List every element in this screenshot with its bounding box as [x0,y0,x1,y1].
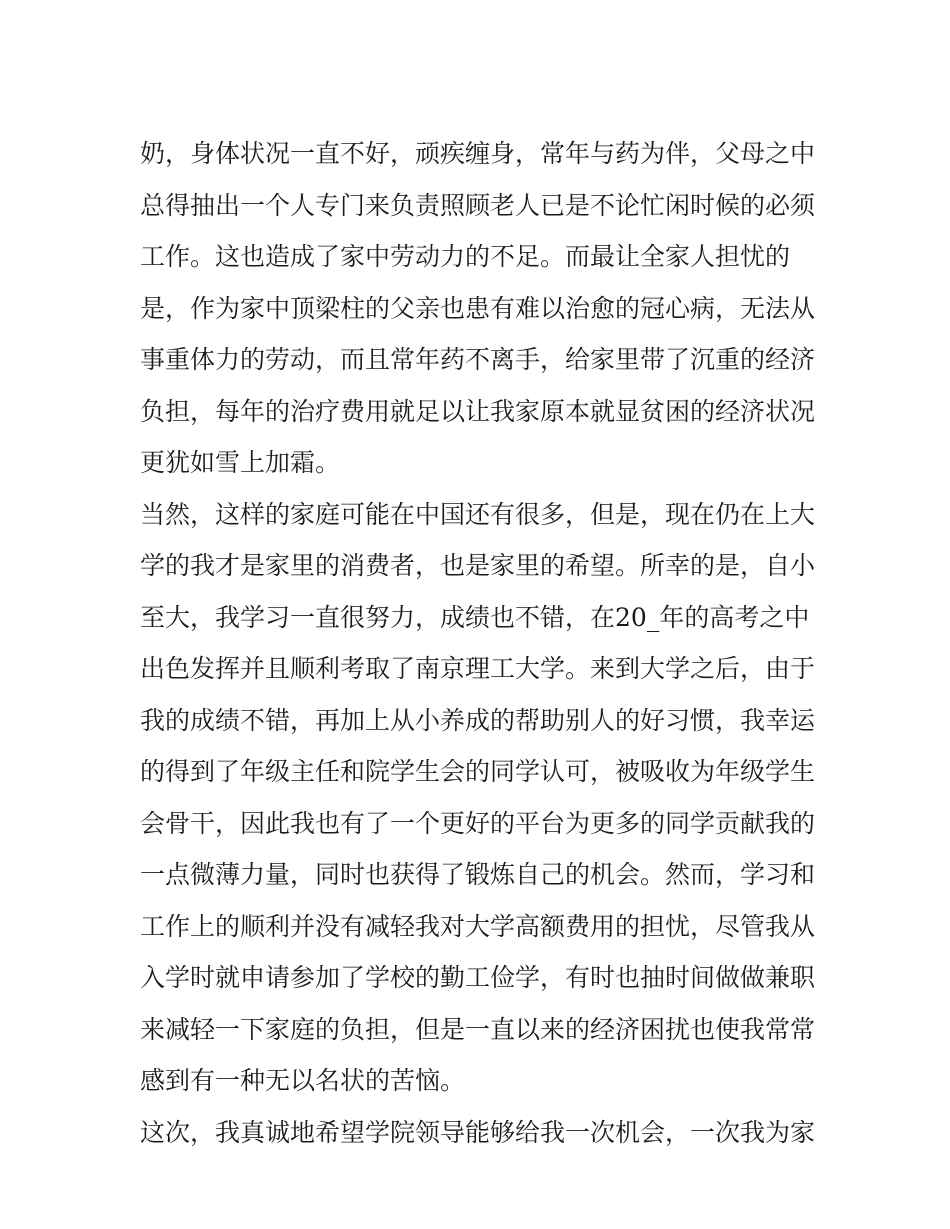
text-line: 感到有一种无以名状的苦恼。 [140,1066,466,1095]
text-line: 来减轻一下家庭的负担，但是一直以来的经济困扰也使我常常 [140,1014,816,1044]
text-line: 我的成绩不错，再加上从小养成的帮助别人的好习惯，我幸运 [140,705,816,735]
text-line: 事重体力的劳动，而且常年药不离手，给家里带了沉重的经济 [140,345,816,374]
text-line: 至大，我学习一直很努力，成绩也不错，在20_年的高考之中 [140,602,810,632]
text-line: 入学时就申请参加了学校的勤工俭学，有时也抽时间做做兼职 [140,963,816,992]
text-line: 工作。这也造成了家中劳动力的不足。而最让全家人担忧的 [140,242,791,271]
text-line: 出色发挥并且顺利考取了南京理工大学。来到大学之后，由于 [140,654,816,683]
text-line: 学的我才是家里的消费者，也是家里的希望。所幸的是，自小 [140,551,816,580]
text-line: 总得抽出一个人专门来负责照顾老人已是不论忙闲时候的必须 [140,190,816,220]
text-line: 更犹如雪上加霜。 [140,448,341,477]
text-line: 这次，我真诚地希望学院领导能够给我一次机会，一次我为家 [140,1117,816,1147]
text-line: 的得到了年级主任和院学生会的同学认可，被吸收为年级学生 [140,757,816,786]
text-line: 奶，身体状况一直不好，顽疾缠身，常年与药为伴，父母之中 [140,139,816,168]
text-line: 工作上的顺利并没有减轻我对大学高额费用的担忧，尽管我从 [140,911,816,941]
text-line: 当然，这样的家庭可能在中国还有很多，但是，现在仍在上大 [140,499,816,529]
text-line: 一点微薄力量，同时也获得了锻炼自己的机会。然而，学习和 [140,860,816,889]
text-line: 负担，每年的治疗费用就足以让我家原本就显贫困的经济状况 [140,396,816,426]
text-line: 是，作为家中顶梁柱的父亲也患有难以治愈的冠心病，无法从 [140,293,816,323]
text-line: 会骨干，因此我也有了一个更好的平台为更多的同学贡献我的 [140,808,816,838]
body-text [140,128,820,1158]
